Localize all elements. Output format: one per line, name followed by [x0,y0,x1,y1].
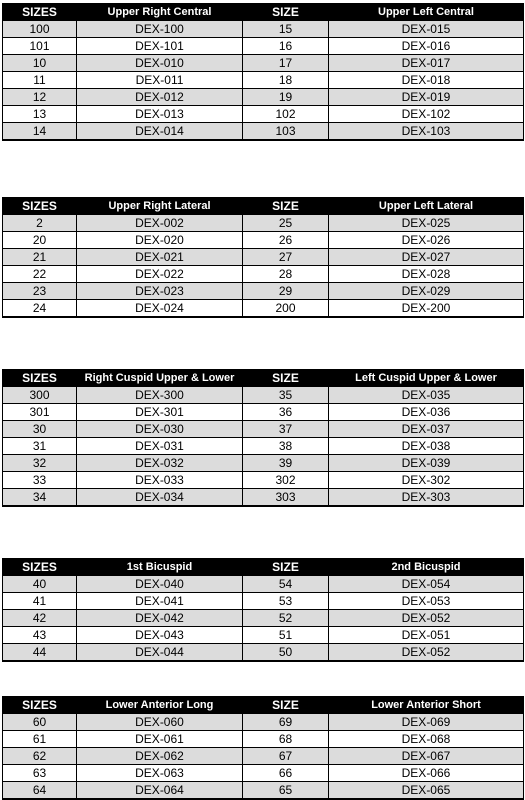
table-cell: DEX-101 [77,38,243,55]
table-row [3,106,524,123]
table-cell: 67 [243,748,329,765]
table-cell: 14 [3,123,77,141]
table-cell: 27 [243,249,329,266]
table-cell: 62 [3,748,77,765]
table-cell: 36 [243,404,329,421]
table-cell: DEX-061 [77,731,243,748]
table-cell: DEX-032 [77,455,243,472]
table-cell: 22 [3,266,77,283]
table-cell: 54 [243,576,329,593]
table-cell: DEX-062 [77,748,243,765]
table-cell: DEX-043 [77,627,243,644]
table-cell: DEX-064 [77,782,243,800]
table-cell: 39 [243,455,329,472]
table-row [3,748,524,765]
size-table [2,369,524,507]
table-row [3,266,524,283]
table-header-row [3,4,524,21]
table-cell: DEX-067 [329,748,524,765]
table-cell: 30 [3,421,77,438]
table-cell: DEX-100 [77,21,243,38]
column-header: SIZES [3,559,77,576]
table-cell: DEX-034 [77,489,243,507]
table-row [3,765,524,782]
table-cell: DEX-302 [329,472,524,489]
table-cell: DEX-069 [329,714,524,731]
table-cell: DEX-052 [329,644,524,662]
table-cell: 11 [3,72,77,89]
table-row [3,21,524,38]
table-row [3,89,524,106]
table-cell: 52 [243,610,329,627]
table-cell: DEX-010 [77,55,243,72]
table-cell: DEX-063 [77,765,243,782]
table-cell: 40 [3,576,77,593]
table-row [3,55,524,72]
table-row [3,714,524,731]
column-header: SIZE [243,198,329,215]
table-row [3,123,524,141]
table-cell: DEX-036 [329,404,524,421]
table-cell: 50 [243,644,329,662]
column-header: Lower Anterior Long [77,697,243,714]
table-row [3,644,524,662]
table-cell: 302 [243,472,329,489]
column-header: SIZES [3,370,77,387]
table-cell: DEX-054 [329,576,524,593]
column-header: SIZES [3,198,77,215]
table-cell: 69 [243,714,329,731]
table-cell: 28 [243,266,329,283]
table-cell: DEX-040 [77,576,243,593]
table-cell: DEX-013 [77,106,243,123]
table-cell: DEX-200 [329,300,524,318]
size-table [2,558,524,662]
column-header: 1st Bicuspid [77,559,243,576]
table-header-row [3,370,524,387]
table-row [3,731,524,748]
table-cell: 41 [3,593,77,610]
table-cell: 24 [3,300,77,318]
table-cell: 60 [3,714,77,731]
table-cell: DEX-031 [77,438,243,455]
column-header: SIZE [243,4,329,21]
table-row [3,472,524,489]
column-header: SIZES [3,4,77,21]
table-cell: DEX-012 [77,89,243,106]
table-cell: 37 [243,421,329,438]
table-cell: 68 [243,731,329,748]
table-cell: 103 [243,123,329,141]
table-cell: DEX-044 [77,644,243,662]
table-row [3,300,524,318]
table-cell: 63 [3,765,77,782]
table-row [3,438,524,455]
table-row [3,576,524,593]
column-header: SIZES [3,697,77,714]
table-cell: DEX-052 [329,610,524,627]
table-cell: DEX-103 [329,123,524,141]
table-cell: 303 [243,489,329,507]
table-cell: 51 [243,627,329,644]
column-header: Upper Left Central [329,4,524,21]
table-row [3,593,524,610]
table-cell: 53 [243,593,329,610]
table-cell: 66 [243,765,329,782]
table-header-row [3,559,524,576]
table-cell: DEX-011 [77,72,243,89]
table-cell: 15 [243,21,329,38]
table-cell: 35 [243,387,329,404]
table-cell: DEX-033 [77,472,243,489]
table-cell: DEX-042 [77,610,243,627]
table-cell: 34 [3,489,77,507]
table-cell: DEX-021 [77,249,243,266]
table-cell: 32 [3,455,77,472]
table-cell: 23 [3,283,77,300]
table-row [3,38,524,55]
table-row [3,627,524,644]
table-cell: DEX-037 [329,421,524,438]
table-header-row [3,697,524,714]
table-cell: DEX-014 [77,123,243,141]
column-header: Upper Left Lateral [329,198,524,215]
table-row [3,489,524,507]
table-cell: 2 [3,215,77,232]
table-cell: DEX-053 [329,593,524,610]
table-cell: DEX-065 [329,782,524,800]
table-row [3,249,524,266]
table-cell: DEX-039 [329,455,524,472]
table-cell: 61 [3,731,77,748]
table-cell: DEX-035 [329,387,524,404]
table-cell: 13 [3,106,77,123]
column-header: Right Cuspid Upper & Lower [77,370,243,387]
table-cell: 301 [3,404,77,421]
table-cell: DEX-026 [329,232,524,249]
column-header: 2nd Bicuspid [329,559,524,576]
table-cell: 65 [243,782,329,800]
table-cell: DEX-300 [77,387,243,404]
table-cell: DEX-041 [77,593,243,610]
table-row [3,404,524,421]
table-cell: DEX-023 [77,283,243,300]
size-table [2,197,524,318]
table-cell: 19 [243,89,329,106]
table-cell: 38 [243,438,329,455]
table-cell: 10 [3,55,77,72]
column-header: Upper Right Lateral [77,198,243,215]
table-cell: 31 [3,438,77,455]
table-cell: DEX-020 [77,232,243,249]
table-cell: 101 [3,38,77,55]
table-row [3,72,524,89]
table-cell: 42 [3,610,77,627]
table-cell: DEX-025 [329,215,524,232]
table-cell: DEX-024 [77,300,243,318]
table-cell: 64 [3,782,77,800]
column-header: Left Cuspid Upper & Lower [329,370,524,387]
column-header: SIZE [243,559,329,576]
table-cell: DEX-030 [77,421,243,438]
table-cell: DEX-038 [329,438,524,455]
table-cell: 44 [3,644,77,662]
table-cell: 200 [243,300,329,318]
table-cell: 21 [3,249,77,266]
table-cell: 25 [243,215,329,232]
table-cell: DEX-029 [329,283,524,300]
table-cell: 26 [243,232,329,249]
table-row [3,782,524,800]
table-row [3,387,524,404]
table-cell: 17 [243,55,329,72]
size-table [2,696,524,800]
table-cell: 18 [243,72,329,89]
table-cell: 16 [243,38,329,55]
size-table [2,3,524,141]
table-cell: 43 [3,627,77,644]
table-cell: 300 [3,387,77,404]
table-row [3,232,524,249]
table-cell: DEX-066 [329,765,524,782]
column-header: SIZE [243,697,329,714]
column-header: SIZE [243,370,329,387]
table-cell: DEX-017 [329,55,524,72]
table-cell: 29 [243,283,329,300]
table-row [3,455,524,472]
table-cell: DEX-027 [329,249,524,266]
column-header: Lower Anterior Short [329,697,524,714]
table-row [3,421,524,438]
table-row [3,283,524,300]
table-cell: DEX-022 [77,266,243,283]
column-header: Upper Right Central [77,4,243,21]
table-row [3,215,524,232]
table-row [3,610,524,627]
table-header-row [3,198,524,215]
table-cell: DEX-301 [77,404,243,421]
table-cell: DEX-019 [329,89,524,106]
table-cell: DEX-060 [77,714,243,731]
table-cell: DEX-016 [329,38,524,55]
table-cell: DEX-015 [329,21,524,38]
table-cell: 102 [243,106,329,123]
table-cell: DEX-102 [329,106,524,123]
table-cell: DEX-028 [329,266,524,283]
table-cell: DEX-303 [329,489,524,507]
table-cell: DEX-018 [329,72,524,89]
table-cell: DEX-051 [329,627,524,644]
table-cell: 20 [3,232,77,249]
table-cell: 12 [3,89,77,106]
table-cell: 33 [3,472,77,489]
table-cell: DEX-002 [77,215,243,232]
table-cell: 100 [3,21,77,38]
table-cell: DEX-068 [329,731,524,748]
